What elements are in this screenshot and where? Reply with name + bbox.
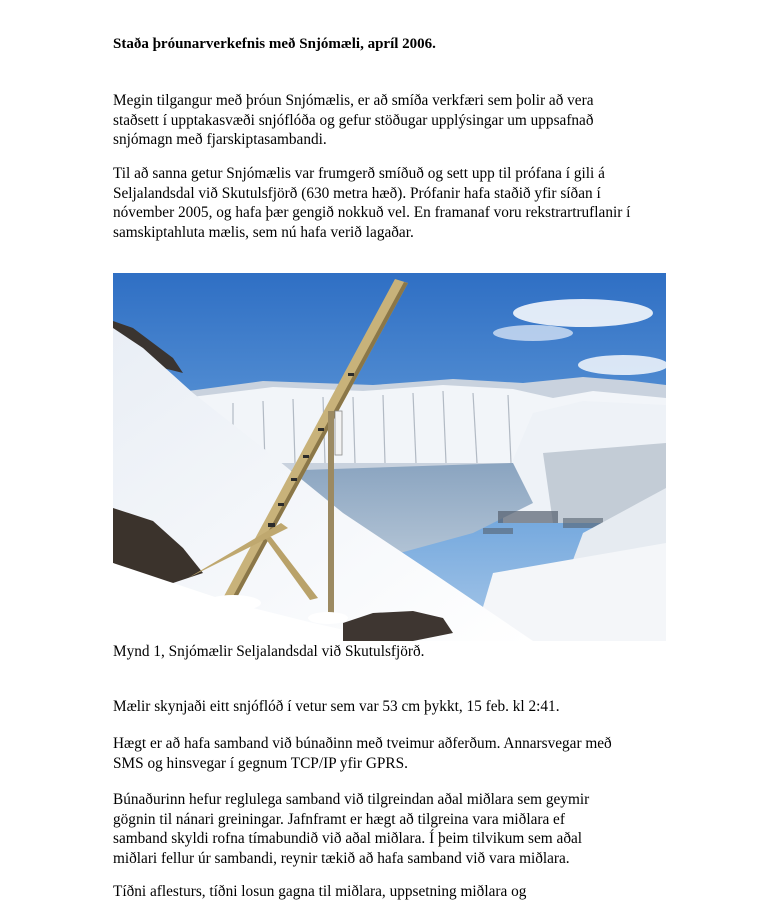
figure-caption: Mynd 1, Snjómælir Seljalandsdal við Skutulsfjörð.	[113, 643, 425, 660]
text-line: miðlari fellur úr sambandi, reynir tækið að hafa samband við vara miðlara.	[113, 849, 570, 867]
text-line: Seljalandsdal við Skutulsfjörð (630 metra hæð). Prófanir hafa staðið yfir síðan í	[113, 184, 601, 202]
text-line: nóvember 2005, og hafa þær gengið nokkuð vel. En framanaf voru rekstrartruflanir í	[113, 204, 631, 221]
snow-gauge-photo	[113, 273, 666, 641]
paragraph-avalanche-detected	[113, 697, 658, 717]
text-line: SMS og hinsvegar í gegnum TCP/IP yfir GPRS.	[113, 754, 408, 772]
text-line: Til að sanna getur Snjómælis var frumgerð smíðuð og sett upp til prófana í gili á	[113, 165, 605, 182]
text-line: Hægt er að hafa samband við búnaðinn með tveimur aðferðum. Annarsvegar með	[113, 735, 612, 752]
text-line: staðsett í upptakasvæði snjóflóða og gefur stöðugar upplýsingar um uppsafnað	[113, 111, 594, 129]
paragraph-prototype	[113, 164, 658, 242]
text-line: gögnin til nánari greiningar. Jafnframt er hægt að tilgreina vara miðlara ef	[113, 810, 565, 828]
paragraph-communication	[113, 734, 658, 773]
paragraph-servers	[113, 790, 658, 868]
text-line: Mælir skynjaði eitt snjóflóð í vetur sem var 53 cm þykkt, 15 feb. kl 2:41.	[113, 698, 560, 715]
paragraph-purpose	[113, 91, 658, 150]
text-line: samband skyldi rofna tímabundið við aðal miðlara. Í þeim tilvikum sem aðal	[113, 830, 583, 847]
text-line: snjómagn með fjarskiptasambandi.	[113, 131, 327, 148]
text-line: Megin tilgangur með þróun Snjómælis, er að smíða verkfæri sem þolir að vera	[113, 92, 594, 109]
paragraph-settings	[113, 882, 658, 902]
text-line: Tíðni aflesturs, tíðni losun gagna til miðlara, uppsetning miðlara og	[113, 883, 527, 900]
text-line: Búnaðurinn hefur reglulega samband við tilgreindan aðal miðlara sem geymir	[113, 791, 590, 808]
document-title: Staða þróunarverkefnis með Snjómæli, apríl 2006.	[113, 36, 436, 52]
text-line: samskiptahluta mælis, sem nú hafa verið lagaðar.	[113, 223, 414, 241]
